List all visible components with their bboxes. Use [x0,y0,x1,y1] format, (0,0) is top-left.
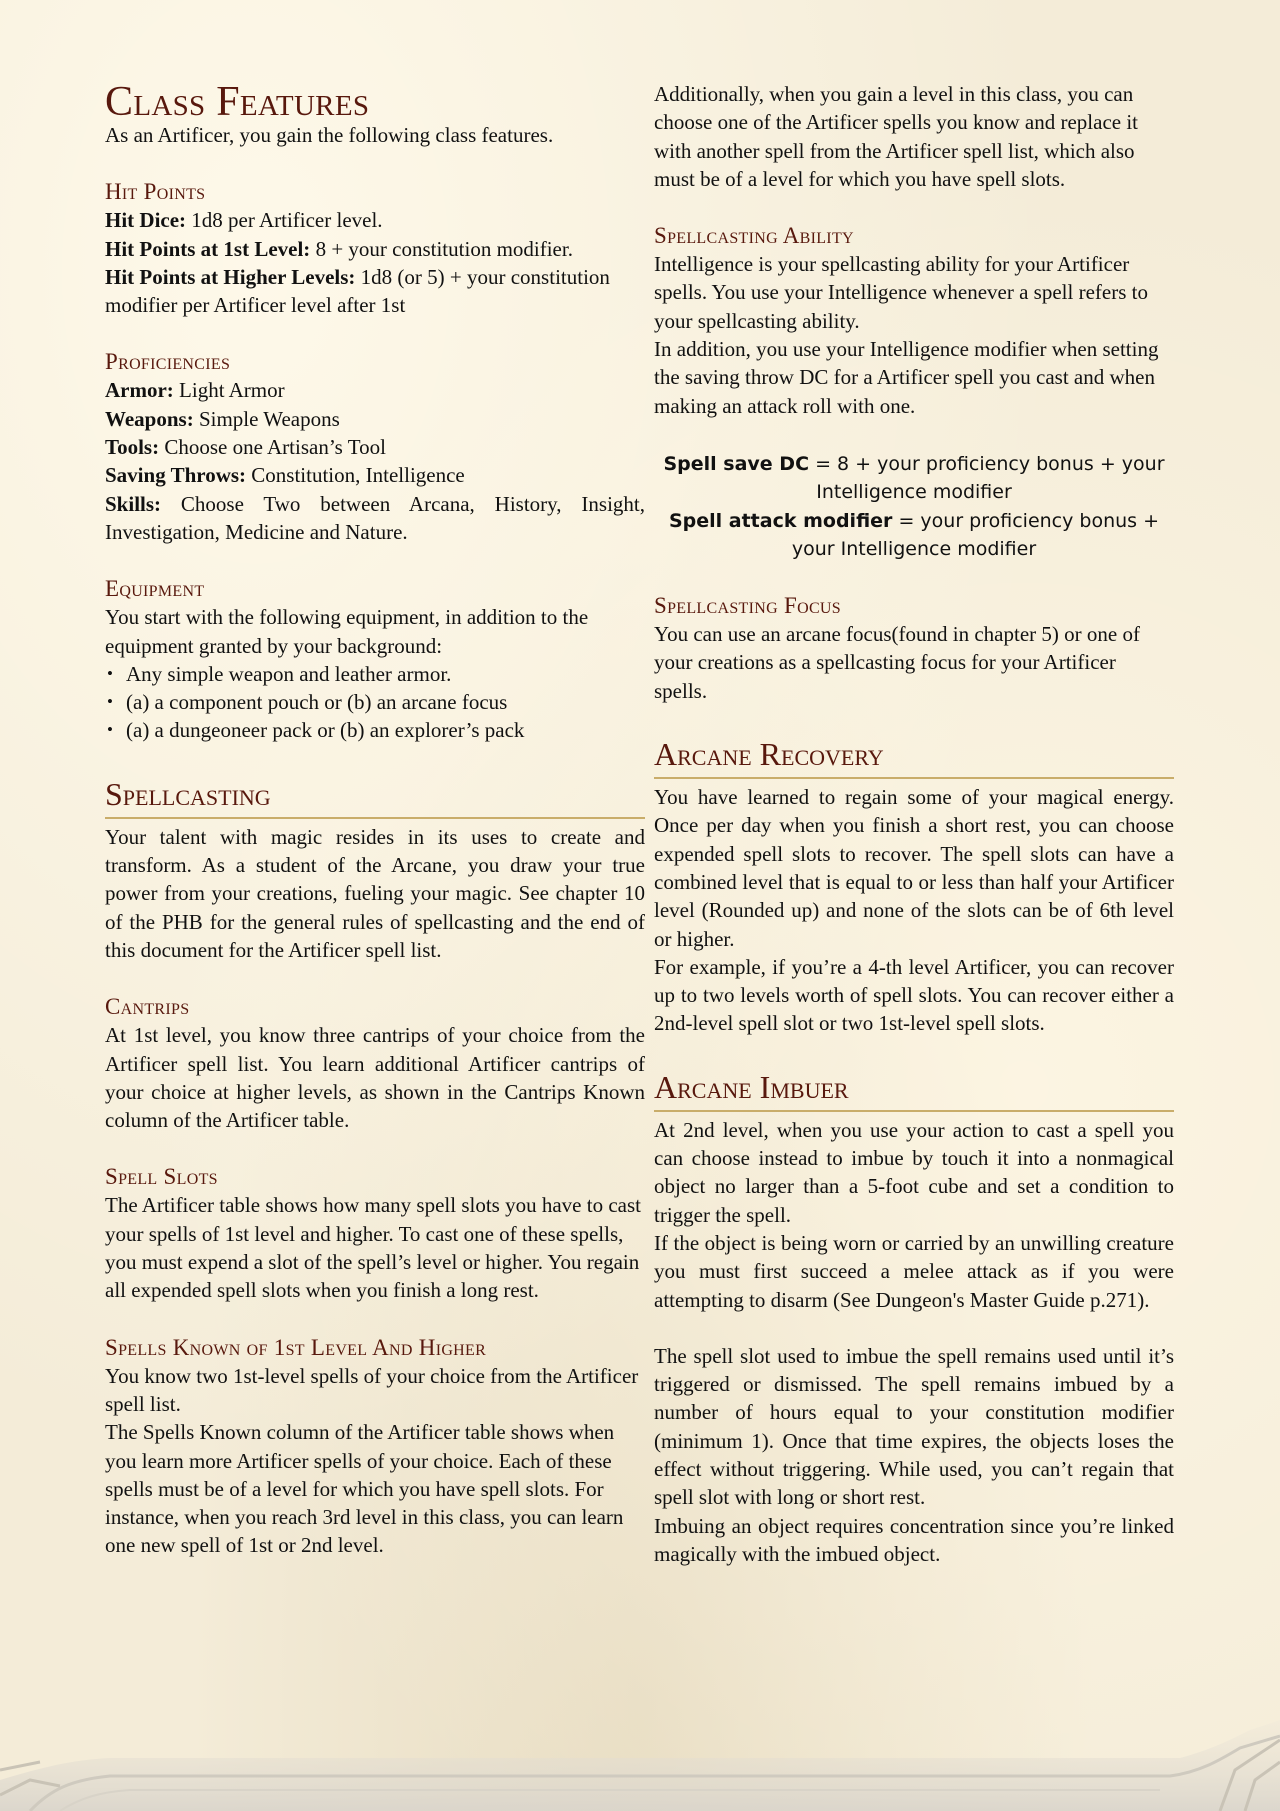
spellcasting-focus-heading: Spellcasting Focus [654,593,841,619]
cantrips-heading: Cantrips [105,994,190,1020]
hit-dice-label: Hit Dice: [105,208,187,233]
spell-attack-label: Spell attack modifier [668,509,893,532]
left-column [105,78,645,1560]
proficiencies-heading: Proficiencies [105,349,231,375]
higher-level-hp-value: 1d8 (or 5) + your constitution modifier per Artificer level after 1st [105,264,610,318]
armor-label: Armor: [105,378,174,403]
equipment-intro: You start with the following equipment, in addition to the equipment granted by your background: [105,605,589,658]
spells-known-body-1: You know two 1st-level spells of your choice from the Artificer spell list. [105,1363,639,1416]
arcane-recovery-body-1: You have learned to regain some of your magical energy. Once per day when you finish a short rest, you can choose expended spell slots to recover. The spell slots can have a combined level that is equal to or less than half your Artificer level (Rounded up) and none of the slots can be of 6th level or higher. [654,785,1174,951]
spell-slots-body: The Artificer table shows how many spell slots you have to cast your spells of 1st level and higher. To cast one of these spells, you must expend a slot of the spell’s level or higher. You regain all expended spell slots when you finish a long rest. [105,1193,641,1303]
saving-throws-label: Saving Throws: [105,463,247,488]
skills-label: Skills: [105,491,162,516]
arcane-imbuer-body-1: At 2nd level, when you use your action to cast a spell you can choose instead to imbue by touch it into a nonmagical object no larger than a 5-foot cube and set a condition to trigger the spell. [654,1117,1174,1227]
hit-dice-value: 1d8 per Artificer level. [186,208,383,233]
skills-line [105,490,645,547]
equipment-heading: Equipment [105,576,205,602]
spellcasting-body: Your talent with magic resides in its uses to create and transform. As a student of the Arcane, you draw your true power from your creations, fueling your magic. See chapter 10 of the PHB for the general rules of spellcasting and the end of this document for the Artificer spell list. [105,824,645,962]
hit-dice-line [105,206,645,234]
weapons-line [105,405,645,433]
saving-throws-line [105,461,645,489]
arcane-imbuer-body-2: If the object is being worn or carried by an unwilling creature you must first succeed a melee attack as if you were attempting to disarm (See Dungeon's Master Guide p.271). [654,1230,1174,1312]
class-features-title: Class Features [105,79,370,125]
arcane-recovery-heading: Arcane Recovery [654,735,1174,779]
higher-level-hp-line [105,263,645,320]
class-features-intro: As an Artificer, you gain the following class features. [105,123,554,147]
armor-value: Light Armor [173,378,285,403]
equipment-item: • Any simple weapon and leather armor. [105,660,645,688]
spells-known-body-3: Additionally, when you gain a level in this class, you can choose one of the Artificer spells you know and replace it with another spell from the Artificer spell list, which also must be of a level for which you have spell slots. [654,82,1139,191]
arcane-imbuer-body-4: Imbuing an object requires concentration since you’re linked magically with the imbued object. [654,1513,1174,1566]
spellcasting-heading: Spellcasting [105,775,645,819]
hit-points-heading: Hit Points [105,179,206,205]
tools-value: Choose one Artisan’s Tool [159,435,386,460]
equipment-item: • (a) a component pouch or (b) an arcane focus [105,688,645,716]
saving-throws-value: Constitution, Intelligence [246,463,465,488]
spellcasting-ability-body-2: In addition, you use your Intelligence modifier when setting the saving throw DC for a Artificer spell you cast and when making an attack roll with one. [654,337,1159,418]
weapons-label: Weapons: [105,406,194,431]
skills-value: Choose Two between Arcana, History, Insight, Investigation, Medicine and Nature. [105,491,645,544]
spellcasting-focus-body: You can use an arcane focus(found in chapter 5) or one of your creations as a spellcasting focus for your Artificer spells. [654,622,1140,703]
spellcasting-ability-body-1: Intelligence is your spellcasting ability for your Artificer spells. You use your Intelligence whenever a spell refers to your spellcasting ability. [654,252,1148,333]
spell-attack-value: = your proficiency bonus + your Intelligence modifier [791,509,1160,560]
spell-save-dc-label: Spell save DC [663,452,810,475]
tools-line [105,433,645,461]
equipment-item: • (a) a dungeoneer pack or (b) an explorer’s pack [105,716,645,744]
spellcasting-ability-heading: Spellcasting Ability [654,223,854,249]
weapons-value: Simple Weapons [193,406,340,431]
tools-label: Tools: [105,435,160,460]
spell-attack-formula [654,507,1174,564]
spell-save-dc-formula [654,450,1174,507]
first-level-hp-label: Hit Points at 1st Level: [105,236,311,261]
arcane-recovery-body-2: For example, if you’re a 4-th level Artificer, you can recover up to two levels worth of spell slots. You can recover either a 2nd-level spell slot or two 1st-level spell slots. [654,954,1174,1036]
spells-known-heading: Spells Known of 1st Level And Higher [105,1334,487,1360]
higher-level-hp-label: Hit Points at Higher Levels: [105,264,356,289]
footer-ornament [0,1700,1280,1811]
right-column [654,80,1174,1568]
armor-line [105,376,645,404]
spells-known-body-2: The Spells Known column of the Artificer table shows when you learn more Artificer spells of your choice. Each of these spells must be of a level for which you have spell slots. For instance, when you reach 3rd level in this class, you can learn one new spell of 1st or 2nd level. [105,1420,624,1558]
first-level-hp-line [105,235,645,263]
arcane-imbuer-heading: Arcane Imbuer [654,1068,1174,1112]
spell-slots-heading: Spell Slots [105,1164,218,1190]
spell-save-dc-value: = 8 + your proficiency bonus + your Intelligence modifier [809,452,1165,504]
first-level-hp-value: 8 + your constitution modifier. [310,236,573,261]
equipment-list [105,660,645,745]
arcane-imbuer-body-3: The spell slot used to imbue the spell remains used until it’s triggered or dismissed. The spell remains imbued by a number of hours equal to your constitution modifier (minimum 1). Once that time expires, the objects loses the effect without triggering. While used, you can’t regain that spell slot with long or short rest. [654,1343,1174,1510]
cantrips-body: At 1st level, you know three cantrips of your choice from the Artificer spell list. You learn additional Artificer cantrips of your choice at higher levels, as shown in the Cantrips Known column of the Artificer table. [105,1023,645,1133]
